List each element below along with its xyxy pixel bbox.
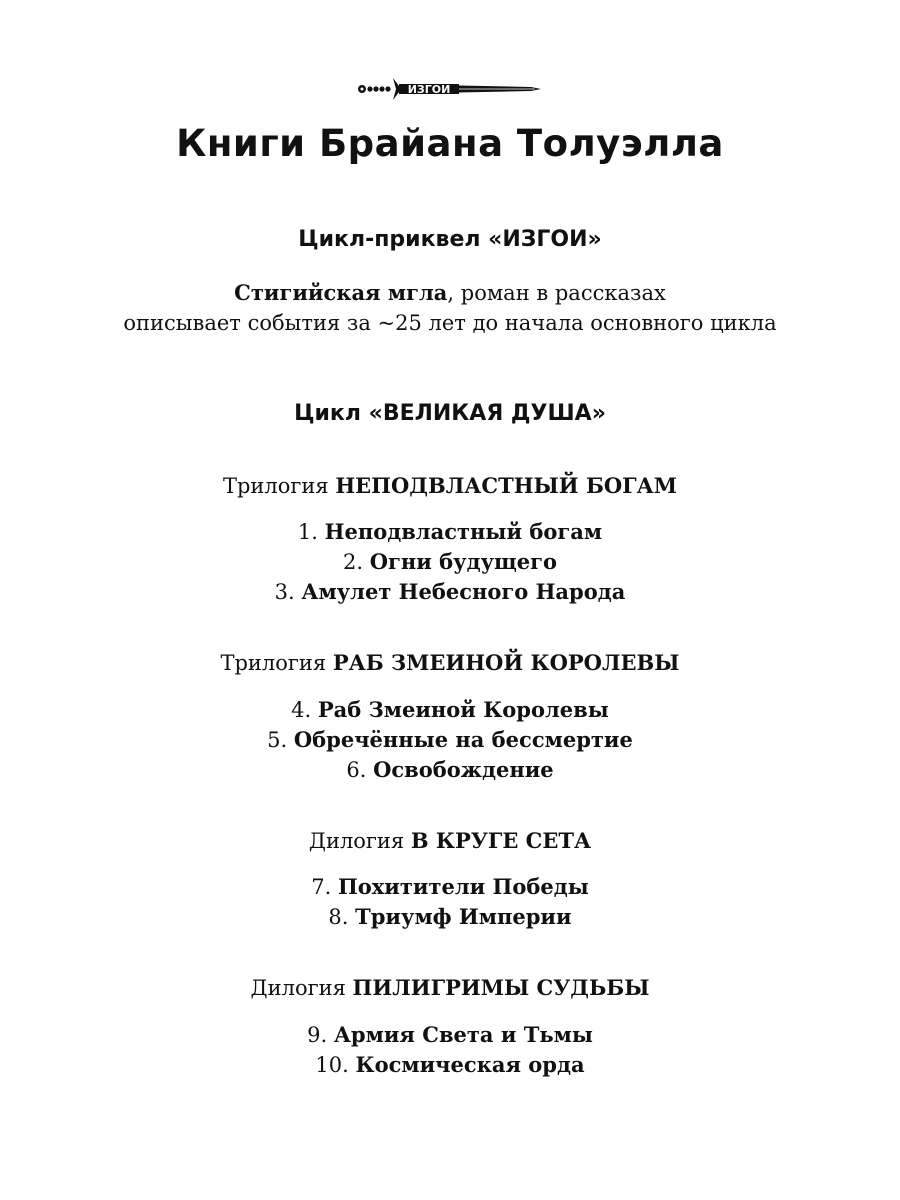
main-heading-prefix: Цикл «: [294, 401, 383, 426]
prequel-book-note: , роман в рассказах: [447, 281, 666, 305]
book-number: 4.: [291, 698, 318, 722]
prequel-cycle-heading: [0, 225, 900, 255]
series-name: РАБ ЗМЕИНОЙ КОРОЛЕВЫ: [332, 650, 680, 675]
book-title: Амулет Небесного Народа: [301, 579, 626, 604]
prequel-book-line: [0, 278, 900, 308]
book-title: Похитители Победы: [337, 874, 589, 899]
book-list: [0, 695, 900, 785]
logo-text: ИЗГОИ: [407, 83, 451, 97]
series-kind: Трилогия: [220, 651, 333, 675]
series-logo: [0, 76, 900, 106]
book-item: [0, 1020, 900, 1050]
series-heading: [0, 648, 900, 678]
book-number: 2.: [343, 550, 370, 574]
book-item: [0, 755, 900, 785]
prequel-heading-suffix: »: [587, 227, 602, 252]
book-item: [0, 872, 900, 902]
book-number: 9.: [307, 1023, 334, 1047]
page-title: Книги Брайана Толуэлла: [176, 122, 724, 165]
book-list: [0, 517, 900, 607]
book-title: Триумф Империи: [355, 904, 572, 929]
series-kind: Трилогия: [222, 474, 336, 498]
book-item: [0, 517, 900, 547]
book-number: 5.: [267, 728, 294, 752]
series-heading: [0, 826, 900, 856]
book-item: [0, 547, 900, 577]
book-item: [0, 1050, 900, 1080]
book-number: 10.: [315, 1053, 356, 1077]
series-name: В КРУГЕ СЕТА: [410, 828, 592, 853]
main-heading-suffix: »: [591, 401, 606, 426]
book-item: [0, 902, 900, 932]
book-title: Раб Змеиной Королевы: [317, 697, 609, 722]
book-item: [0, 577, 900, 607]
series-heading: [0, 973, 900, 1003]
book-item: [0, 725, 900, 755]
series-kind: Дилогия: [308, 829, 411, 853]
book-number: 3.: [274, 580, 302, 604]
series-heading: [0, 471, 900, 501]
prequel-description: описывает события за ~25 лет до начала основного цикла: [123, 311, 777, 335]
sword-icon: [355, 76, 545, 102]
book-title: Космическая орда: [355, 1052, 585, 1077]
book-number: 6.: [346, 758, 374, 782]
book-title: Армия Света и Тьмы: [333, 1022, 593, 1047]
book-title: Огни будущего: [369, 549, 557, 574]
series-name: ПИЛИГРИМЫ СУДЬБЫ: [352, 975, 650, 1000]
prequel-heading-name: ИЗГОИ: [502, 227, 588, 252]
prequel-heading-prefix: Цикл-приквел «: [298, 227, 503, 252]
series-kind: Дилогия: [250, 976, 353, 1000]
book-number: 7.: [311, 875, 338, 899]
book-item: [0, 695, 900, 725]
book-number: 1.: [297, 520, 325, 544]
book-title: Освобождение: [373, 757, 554, 782]
series-name: НЕПОДВЛАСТНЫЙ БОГАМ: [335, 473, 678, 498]
main-cycle-heading: [0, 399, 900, 429]
book-number: 8.: [328, 905, 356, 929]
book-list: [0, 1020, 900, 1080]
book-title: Неподвластный богам: [324, 519, 603, 544]
prequel-book-title: Стигийская мгла: [234, 280, 448, 305]
book-title: Обречённые на бессмертие: [293, 727, 633, 752]
main-heading-name: ВЕЛИКАЯ ДУША: [382, 401, 592, 426]
book-list: [0, 872, 900, 932]
